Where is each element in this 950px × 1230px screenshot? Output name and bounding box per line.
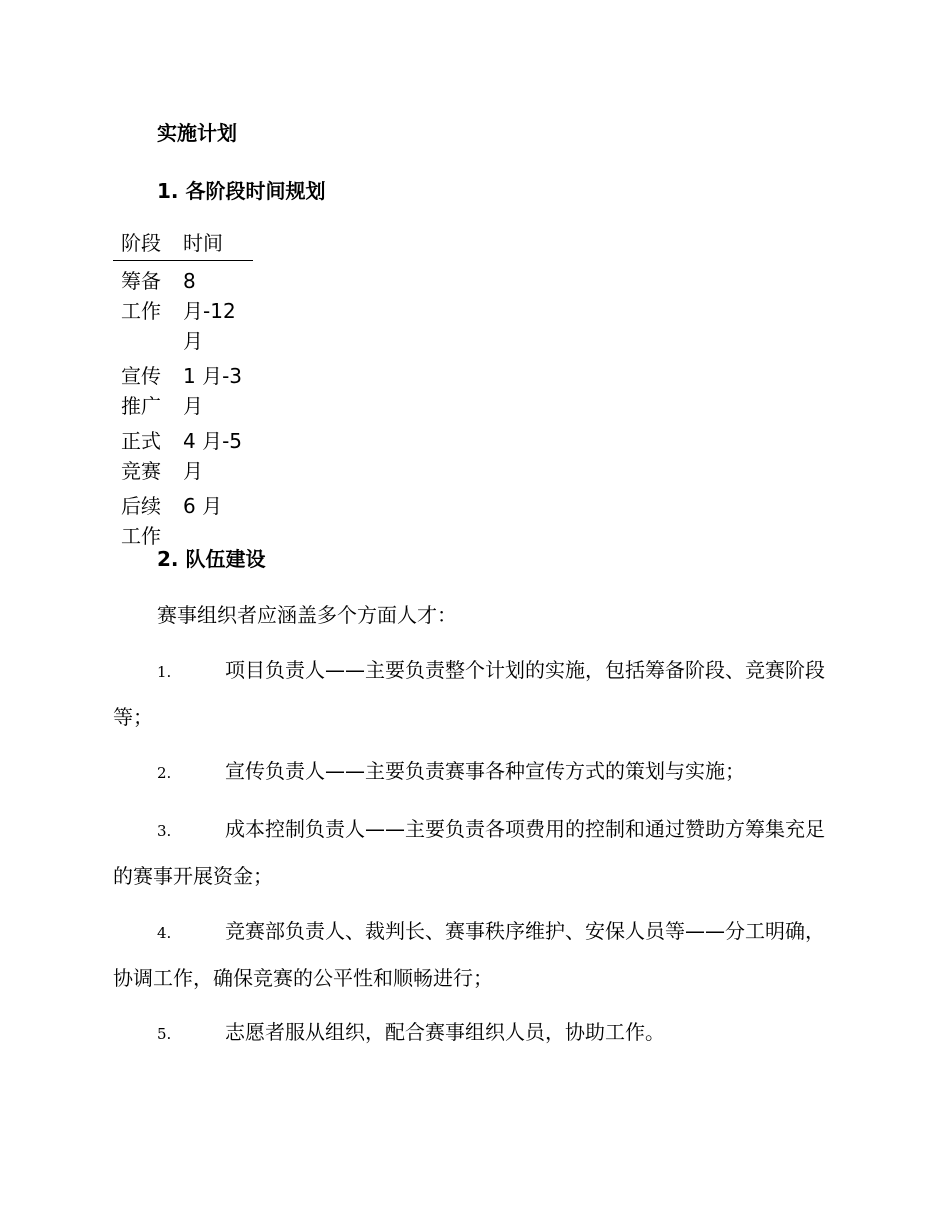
section-heading-team: 2. 队伍建设 (157, 547, 266, 571)
table-row (113, 423, 253, 488)
table-row (113, 261, 253, 359)
time-cell: 6 月 (183, 494, 223, 518)
time-cell: 8 月-12 月 (183, 269, 236, 353)
time-cell: 4 月-5 月 (183, 429, 243, 483)
list-number: 3. (157, 822, 172, 840)
list-number: 5. (157, 1025, 172, 1043)
list-item (113, 648, 835, 740)
list-item-text: 项目负责人——主要负责整个计划的实施，包括筹备阶段、竞赛阶段等； (113, 658, 825, 729)
table-row (113, 358, 253, 423)
table-header-row (113, 228, 253, 261)
stage-cell: 宣传推广 (121, 364, 161, 418)
list-number: 4. (157, 924, 172, 942)
list-number: 1. (157, 663, 172, 681)
column-header-time: 时间 (175, 228, 253, 261)
list-item (113, 909, 835, 1001)
list-number: 2. (157, 764, 172, 782)
column-header-stage: 阶段 (113, 228, 175, 261)
list-item-text: 成本控制负责人——主要负责各项费用的控制和通过赞助方筹集充足的赛事开展资金； (113, 817, 825, 888)
page-title: 实施计划 (157, 121, 237, 145)
list-item-text: 志愿者服从组织，配合赛事组织人员，协助工作。 (225, 1020, 665, 1044)
section-heading-schedule: 1. 各阶段时间规划 (157, 179, 326, 203)
stage-cell: 筹备工作 (121, 269, 161, 323)
list-item-text: 竞赛部负责人、裁判长、赛事秩序维护、安保人员等——分工明确，协调工作，确保竞赛的公平性和顺畅进行； (113, 919, 825, 990)
list-item (113, 1010, 835, 1057)
stage-cell: 后续工作 (121, 494, 161, 548)
intro-paragraph: 赛事组织者应涵盖多个方面人才： (157, 603, 457, 627)
list-item (113, 807, 835, 899)
stage-cell: 正式竞赛 (121, 429, 161, 483)
time-cell: 1 月-3 月 (183, 364, 243, 418)
list-item (113, 749, 835, 796)
list-item-text: 宣传负责人——主要负责赛事各种宣传方式的策划与实施； (225, 759, 745, 783)
schedule-table (113, 228, 253, 553)
